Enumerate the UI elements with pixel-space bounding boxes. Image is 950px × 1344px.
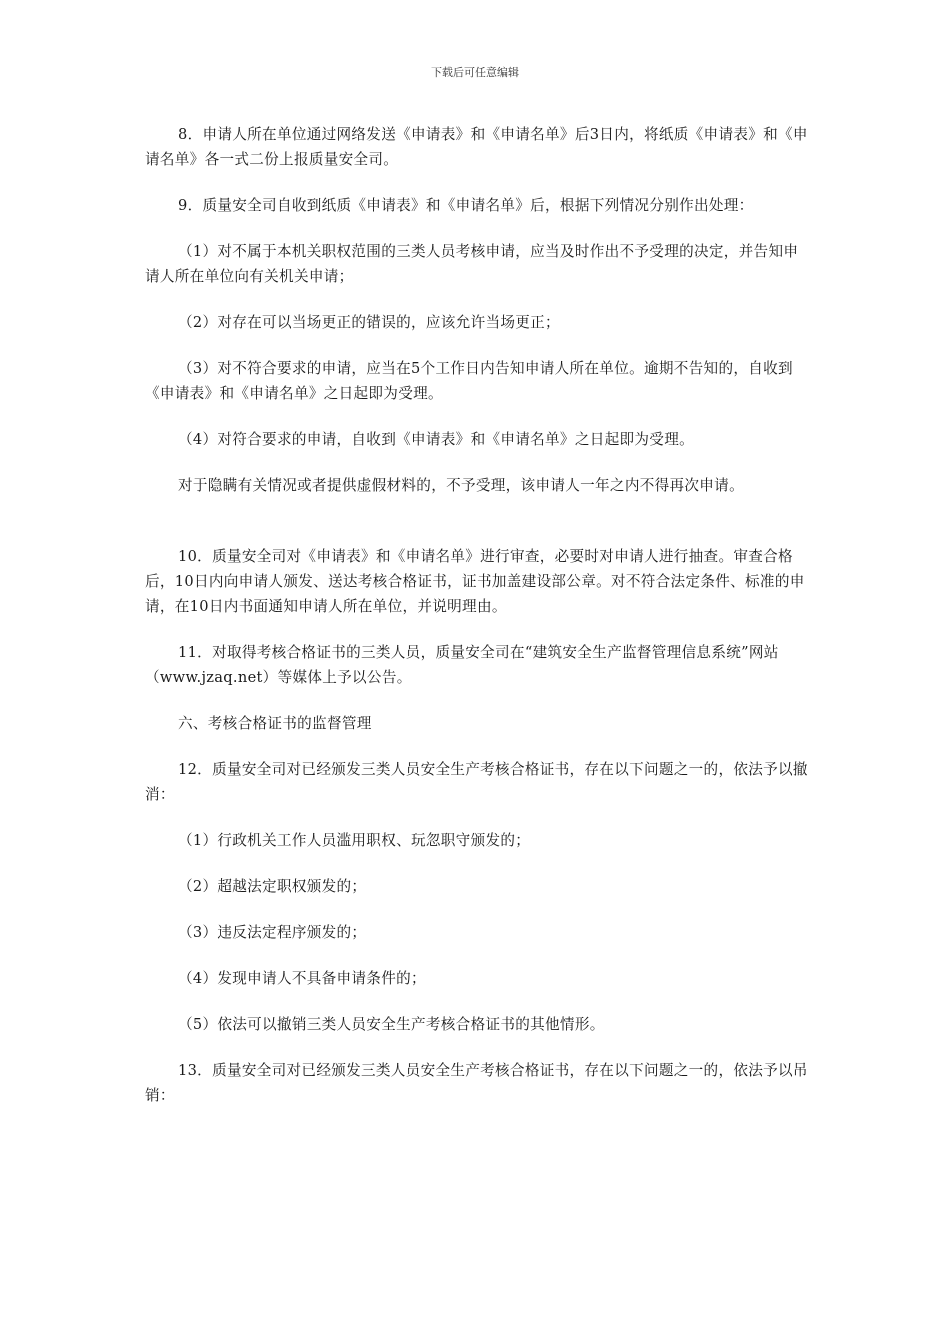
paragraph-12-item-3: （3）违反法定程序颁发的；: [178, 924, 367, 941]
paragraph-9-item-3: （3）对不符合要求的申请，应当在5个工作日内告知申请人所在单位。逾期不告知的，自收到《申请表》和《申请名单》之日起即为受理。: [145, 360, 793, 402]
paragraph-9-item-2: （2）对存在可以当场更正的错误的，应该允许当场更正；: [178, 314, 560, 331]
section-heading-6: 六、考核合格证书的监督管理: [178, 715, 372, 732]
page-header: 下载后可任意编辑: [431, 66, 519, 79]
paragraph-12-item-1: （1）行政机关工作人员滥用职权、玩忽职守颁发的；: [178, 832, 531, 849]
paragraph-13: 13．质量安全司对已经颁发三类人员安全生产考核合格证书，存在以下问题之一的，依法予以吊销：: [145, 1062, 808, 1104]
paragraph-8: 8．申请人所在单位通过网络发送《申请表》和《申请名单》后3日内，将纸质《申请表》和《申请名单》各一式二份上报质量安全司。: [145, 126, 808, 168]
paragraph-10: 10．质量安全司对《申请表》和《申请名单》进行审查，必要时对申请人进行抽查。审查合格后，10日内向申请人颁发、送达考核合格证书，证书加盖建设部公章。对不符合法定条件、标准的申请，在10日内书面通知申请人所在单位，并说明理由。: [145, 548, 805, 615]
paragraph-12-item-4: （4）发现申请人不具备申请条件的；: [178, 970, 426, 987]
paragraph-12-item-5: （5）依法可以撤销三类人员安全生产考核合格证书的其他情形。: [178, 1016, 605, 1033]
document-body: [145, 122, 810, 1108]
paragraph-9: 9．质量安全司自收到纸质《申请表》和《申请名单》后，根据下列情况分别作出处理：: [178, 197, 754, 214]
paragraph-9-item-1: （1）对不属于本机关职权范围的三类人员考核申请，应当及时作出不予受理的决定，并告知申请人所在单位向有关机关申请；: [145, 243, 799, 285]
paragraph-false-material: 对于隐瞒有关情况或者提供虚假材料的，不予受理，该申请人一年之内不得再次申请。: [178, 477, 744, 494]
paragraph-12: 12．质量安全司对已经颁发三类人员安全生产考核合格证书，存在以下问题之一的，依法予以撤消：: [145, 761, 808, 803]
paragraph-11: 11．对取得考核合格证书的三类人员，质量安全司在“建筑安全生产监督管理信息系统”网站（www.jzaq.net）等媒体上予以公告。: [145, 644, 779, 686]
paragraph-9-item-4: （4）对符合要求的申请，自收到《申请表》和《申请名单》之日起即为受理。: [178, 431, 694, 448]
paragraph-12-item-2: （2）超越法定职权颁发的；: [178, 878, 367, 895]
